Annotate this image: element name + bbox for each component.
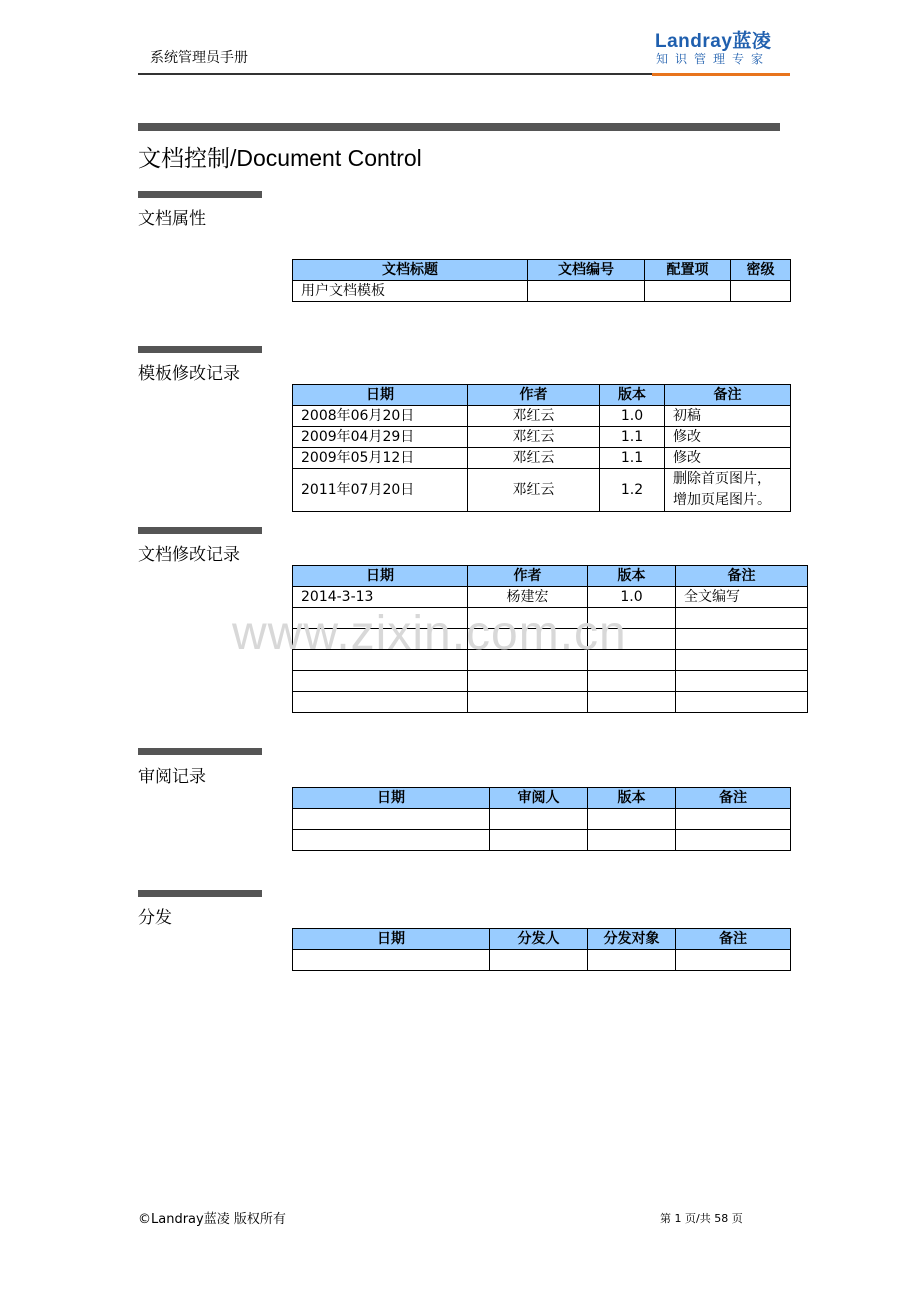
table-header-row xyxy=(293,788,791,809)
table-cell: 邓红云 xyxy=(468,406,600,427)
column-header: 配置项 xyxy=(645,260,731,281)
table-cell: 2008年06月20日 xyxy=(293,406,468,427)
column-header: 作者 xyxy=(468,385,600,406)
column-header: 文档编号 xyxy=(528,260,645,281)
section-heading-template-log: 模板修改记录 xyxy=(138,364,240,384)
table-cell: 邓红云 xyxy=(468,448,600,469)
section-bar xyxy=(138,191,262,198)
table-cell: 全文编写 xyxy=(676,587,808,608)
table-cell xyxy=(731,281,791,302)
table-header-row xyxy=(293,566,808,587)
doc-props-table xyxy=(292,259,791,302)
table-cell: 邓红云 xyxy=(468,427,600,448)
table-row xyxy=(293,469,791,512)
template-log-table xyxy=(292,384,791,512)
table-cell: 修改 xyxy=(665,427,791,448)
column-header: 版本 xyxy=(588,788,676,809)
table-cell: 初稿 xyxy=(665,406,791,427)
column-header: 备注 xyxy=(676,929,791,950)
brand-logo: Landray蓝凌 xyxy=(655,31,772,52)
section-heading-doc-props: 文档属性 xyxy=(138,209,206,229)
section-heading-doc-log: 文档修改记录 xyxy=(138,545,240,565)
section-bar xyxy=(138,890,262,897)
section-heading-distribution: 分发 xyxy=(138,908,172,928)
table-cell: 2009年04月29日 xyxy=(293,427,468,448)
header-divider-accent xyxy=(652,73,790,76)
column-header: 备注 xyxy=(676,788,791,809)
table-cell: 1.1 xyxy=(600,448,665,469)
table-cell xyxy=(528,281,645,302)
table-row xyxy=(293,587,808,608)
table-row xyxy=(293,427,791,448)
section-bar xyxy=(138,346,262,353)
column-header: 日期 xyxy=(293,929,490,950)
table-cell: 删除首页图片，增加页尾图片。 xyxy=(665,469,791,512)
table-cell: 修改 xyxy=(665,448,791,469)
column-header: 分发对象 xyxy=(588,929,676,950)
table-row xyxy=(293,830,791,851)
column-header: 日期 xyxy=(293,385,468,406)
distribution-table xyxy=(292,928,791,971)
section-bar xyxy=(138,748,262,755)
table-cell: 杨建宏 xyxy=(468,587,588,608)
table-cell: 1.2 xyxy=(600,469,665,512)
table-row xyxy=(293,406,791,427)
section-heading-review: 审阅记录 xyxy=(138,767,206,787)
table-row xyxy=(293,448,791,469)
column-header: 作者 xyxy=(468,566,588,587)
table-cell: 1.0 xyxy=(600,406,665,427)
footer-page-number: 第 1 页/共 58 页 xyxy=(660,1212,743,1225)
table-cell xyxy=(645,281,731,302)
table-cell: 2014-3-13 xyxy=(293,587,468,608)
table-row xyxy=(293,671,808,692)
column-header: 版本 xyxy=(588,566,676,587)
column-header: 备注 xyxy=(665,385,791,406)
section-bar xyxy=(138,527,262,534)
table-cell: 用户文档模板 xyxy=(293,281,528,302)
table-header-row xyxy=(293,929,791,950)
table-cell: 邓红云 xyxy=(468,469,600,512)
table-cell: 1.1 xyxy=(600,427,665,448)
column-header: 备注 xyxy=(676,566,808,587)
watermark: www.zixin.com.cn xyxy=(232,607,627,660)
column-header: 日期 xyxy=(293,788,490,809)
page-title: 文档控制/Document Control xyxy=(138,145,422,171)
table-cell: 2011年07月20日 xyxy=(293,469,468,512)
review-table xyxy=(292,787,791,851)
table-header-row xyxy=(293,385,791,406)
table-cell: 1.0 xyxy=(588,587,676,608)
table-cell: 2009年05月12日 xyxy=(293,448,468,469)
table-row xyxy=(293,281,791,302)
column-header: 版本 xyxy=(600,385,665,406)
column-header: 密级 xyxy=(731,260,791,281)
column-header: 审阅人 xyxy=(490,788,588,809)
column-header: 分发人 xyxy=(490,929,588,950)
table-header-row xyxy=(293,260,791,281)
table-row xyxy=(293,950,791,971)
header-title: 系统管理员手册 xyxy=(150,50,248,66)
column-header: 日期 xyxy=(293,566,468,587)
brand-tagline: 知识管理专家 xyxy=(656,52,771,66)
column-header: 文档标题 xyxy=(293,260,528,281)
footer-copyright: ©Landray蓝凌 版权所有 xyxy=(138,1212,286,1227)
title-bar xyxy=(138,123,780,131)
table-row xyxy=(293,692,808,713)
table-row xyxy=(293,809,791,830)
